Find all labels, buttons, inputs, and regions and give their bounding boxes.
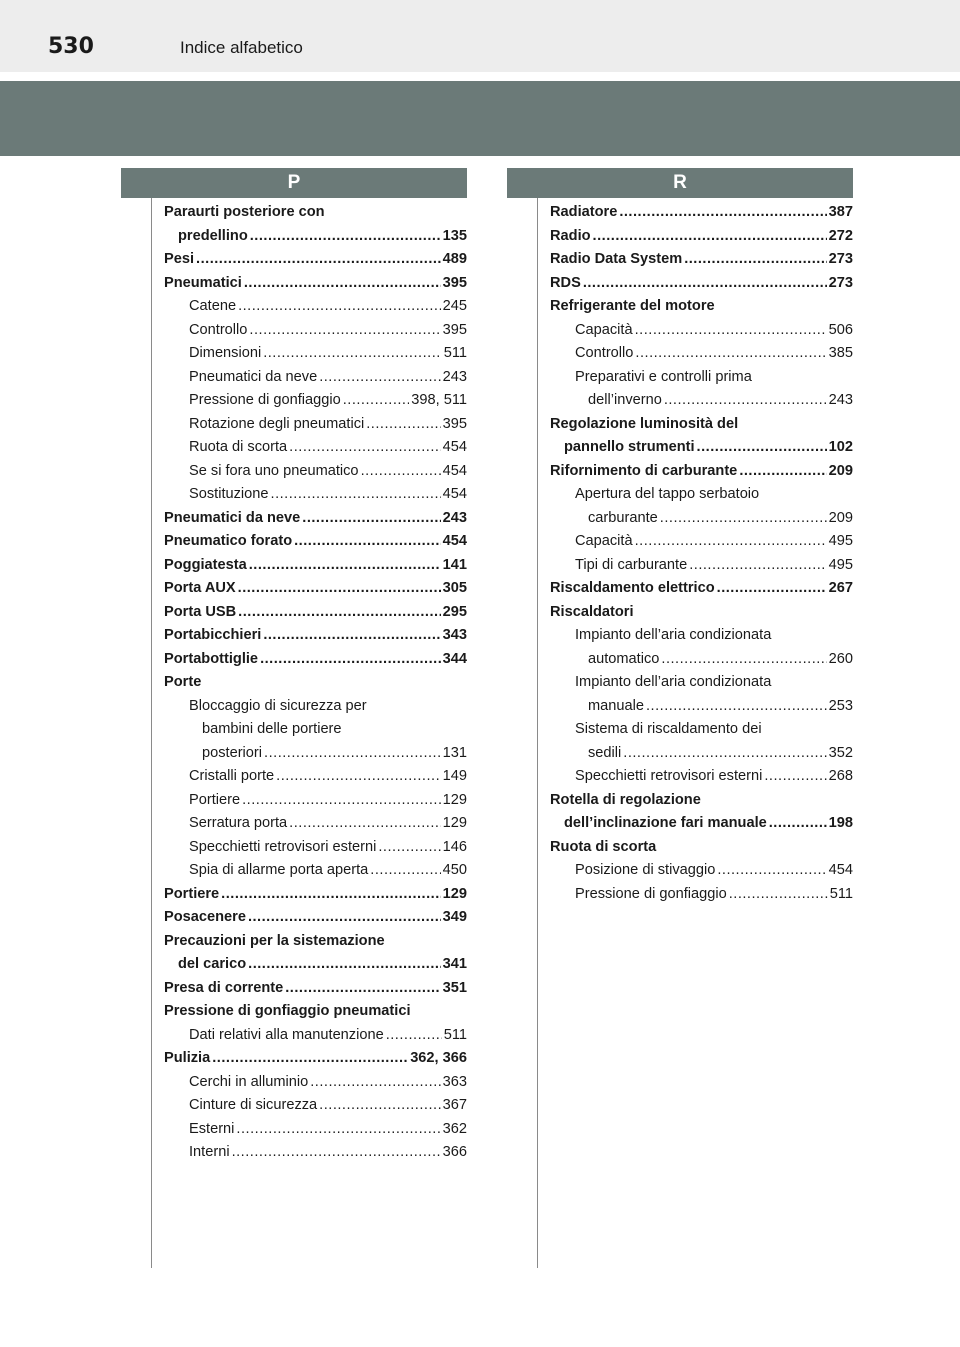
entry-page: 146 bbox=[442, 838, 467, 855]
dot-leader bbox=[248, 953, 441, 977]
entry-term: Pneumatici bbox=[164, 274, 242, 291]
entry-page: 243 bbox=[442, 509, 467, 526]
index-entry bbox=[164, 624, 467, 648]
index-entry bbox=[550, 577, 853, 601]
entry-page: 305 bbox=[442, 580, 467, 596]
entry-term: Dimensioni bbox=[189, 345, 262, 361]
index-entry bbox=[550, 859, 853, 883]
dot-leader bbox=[294, 530, 441, 554]
dot-leader bbox=[660, 507, 827, 531]
index-entry bbox=[550, 201, 853, 225]
index-entry bbox=[164, 883, 467, 907]
dot-leader bbox=[593, 225, 827, 249]
entry-term: predellino bbox=[178, 227, 248, 244]
dot-leader bbox=[271, 483, 441, 507]
dot-leader bbox=[729, 883, 828, 907]
entry-page: 363 bbox=[442, 1073, 467, 1090]
dot-leader bbox=[249, 319, 440, 343]
entry-term: Radio Data System bbox=[550, 251, 683, 267]
entry-term: Esterni bbox=[189, 1120, 235, 1137]
dot-leader bbox=[635, 342, 826, 366]
entry-page: 362, 366 bbox=[410, 1050, 467, 1066]
index-entry bbox=[550, 272, 853, 296]
entry-term: Radio bbox=[550, 227, 591, 244]
index-entry bbox=[550, 225, 853, 249]
index-entry bbox=[164, 718, 467, 742]
entry-page: 343 bbox=[442, 627, 467, 643]
index-entry bbox=[164, 554, 467, 578]
entry-term: Interni bbox=[189, 1144, 230, 1160]
dot-leader bbox=[238, 295, 441, 319]
entry-term: sedili bbox=[588, 744, 622, 761]
entry-page: 495 bbox=[828, 533, 853, 549]
dot-leader bbox=[366, 413, 440, 437]
index-entry bbox=[164, 1141, 467, 1165]
index-entry bbox=[164, 436, 467, 460]
entry-page: 129 bbox=[442, 791, 467, 808]
entry-page: 243 bbox=[442, 368, 467, 385]
entry-term: Capacità bbox=[575, 533, 633, 549]
entry-page: 387 bbox=[828, 204, 853, 220]
entry-term: dell’inclinazione fari manuale bbox=[564, 815, 767, 831]
entry-page: 243 bbox=[828, 392, 853, 408]
dot-leader bbox=[378, 836, 440, 860]
index-entry bbox=[164, 1118, 467, 1142]
entry-term: Pesi bbox=[164, 251, 195, 267]
index-entry bbox=[550, 460, 853, 484]
entry-page: 253 bbox=[828, 697, 853, 714]
entry-term: Regolazione luminosità del bbox=[550, 415, 739, 432]
dot-leader bbox=[319, 1094, 440, 1118]
entry-term: Cerchi in alluminio bbox=[189, 1073, 309, 1090]
index-entry bbox=[164, 695, 467, 719]
entry-page: 511 bbox=[443, 1026, 467, 1043]
entry-term: Tipi di carburante bbox=[575, 556, 688, 573]
entry-page: 268 bbox=[828, 768, 853, 784]
entry-term: Preparativi e controlli prima bbox=[575, 368, 752, 385]
page-number: 530 bbox=[48, 34, 94, 59]
entry-page: 362 bbox=[442, 1120, 467, 1137]
index-entry bbox=[164, 601, 467, 625]
index-entry bbox=[164, 953, 467, 977]
index-entry bbox=[164, 413, 467, 437]
index-entry bbox=[550, 812, 853, 836]
entry-term: Riscaldamento elettrico bbox=[550, 580, 715, 596]
entry-page: 352 bbox=[828, 744, 853, 761]
entry-term: del carico bbox=[178, 956, 247, 972]
entry-page: 511 bbox=[829, 885, 853, 902]
index-entry bbox=[550, 789, 853, 813]
entry-page: 349 bbox=[442, 909, 467, 925]
index-entry bbox=[550, 671, 853, 695]
dot-leader bbox=[276, 765, 440, 789]
dot-leader bbox=[250, 225, 441, 249]
entry-page: 198 bbox=[828, 815, 853, 831]
dot-leader bbox=[289, 812, 440, 836]
index-entry bbox=[164, 930, 467, 954]
entry-page: 273 bbox=[828, 251, 853, 267]
entry-page: 454 bbox=[828, 862, 853, 878]
index-entry bbox=[164, 1094, 467, 1118]
entry-page: 511 bbox=[443, 345, 467, 361]
header-bar bbox=[0, 0, 960, 72]
dot-leader bbox=[664, 389, 827, 413]
index-entry bbox=[164, 977, 467, 1001]
index-entry bbox=[550, 718, 853, 742]
entry-page: 395 bbox=[442, 415, 467, 432]
index-entry bbox=[164, 319, 467, 343]
entry-term: Pneumatico forato bbox=[164, 533, 293, 549]
section-title: Indice alfabetico bbox=[180, 38, 303, 57]
entry-term: Porta USB bbox=[164, 603, 237, 620]
index-entry bbox=[550, 295, 853, 319]
entry-term: Portiere bbox=[164, 885, 220, 902]
index-entry bbox=[164, 577, 467, 601]
entry-page: 272 bbox=[828, 227, 853, 244]
entry-term: posteriori bbox=[202, 744, 263, 761]
index-entry bbox=[550, 389, 853, 413]
dot-leader bbox=[370, 859, 440, 883]
letter-header-p: P bbox=[121, 168, 467, 198]
entry-page: 135 bbox=[442, 227, 467, 244]
entry-term: pannello strumenti bbox=[564, 439, 695, 455]
entry-term: Catene bbox=[189, 298, 237, 314]
entry-page: 385 bbox=[828, 345, 853, 361]
index-entry bbox=[164, 812, 467, 836]
entry-term: Pulizia bbox=[164, 1050, 211, 1066]
entry-term: carburante bbox=[588, 509, 658, 526]
index-entry bbox=[164, 765, 467, 789]
index-entry bbox=[550, 248, 853, 272]
entry-term: Porta AUX bbox=[164, 580, 236, 596]
dot-leader bbox=[717, 859, 826, 883]
entry-page: 209 bbox=[828, 462, 853, 479]
entry-term: dell’inverno bbox=[588, 392, 662, 408]
index-entry bbox=[164, 906, 467, 930]
entry-page: 454 bbox=[442, 439, 467, 455]
index-entry bbox=[550, 624, 853, 648]
entry-page: 454 bbox=[442, 462, 467, 479]
dot-leader bbox=[212, 1047, 408, 1071]
entry-term: Ruota di scorta bbox=[189, 439, 288, 455]
column-divider-left bbox=[151, 198, 152, 1268]
dot-leader bbox=[319, 366, 440, 390]
index-column-p bbox=[164, 201, 467, 1165]
entry-page: 454 bbox=[442, 486, 467, 502]
dot-leader bbox=[646, 695, 827, 719]
entry-term: Pressione di gonfiaggio bbox=[575, 885, 727, 902]
entry-term: bambini delle portiere bbox=[202, 721, 342, 737]
dot-leader bbox=[232, 1141, 441, 1165]
entry-term: Riscaldatori bbox=[550, 603, 634, 620]
entry-term: Spia di allarme porta aperta bbox=[189, 862, 369, 878]
index-entry bbox=[550, 601, 853, 625]
entry-term: Portabicchieri bbox=[164, 627, 262, 643]
entry-term: Specchietti retrovisori esterni bbox=[189, 838, 377, 855]
entry-page: 102 bbox=[828, 439, 853, 455]
entry-page: 489 bbox=[442, 251, 467, 267]
entry-term: Impianto dell’aria condizionata bbox=[575, 627, 772, 643]
index-entry bbox=[550, 413, 853, 437]
dot-leader bbox=[249, 554, 441, 578]
index-entry bbox=[164, 648, 467, 672]
index-entry bbox=[164, 859, 467, 883]
index-entry bbox=[550, 648, 853, 672]
dot-leader bbox=[769, 812, 827, 836]
index-entry bbox=[164, 366, 467, 390]
index-entry bbox=[164, 1071, 467, 1095]
entry-term: Rotella di regolazione bbox=[550, 791, 701, 808]
index-entry bbox=[164, 389, 467, 413]
index-entry bbox=[550, 554, 853, 578]
entry-term: Impianto dell’aria condizionata bbox=[575, 674, 772, 690]
entry-term: Pressione di gonfiaggio pneumatici bbox=[164, 1003, 411, 1019]
index-entry bbox=[164, 1000, 467, 1024]
index-entry bbox=[550, 695, 853, 719]
entry-page: 273 bbox=[828, 274, 853, 291]
index-entry bbox=[550, 342, 853, 366]
dot-leader bbox=[264, 742, 441, 766]
entry-page: 395 bbox=[442, 321, 467, 338]
entry-term: Porte bbox=[164, 674, 202, 690]
entry-page: 367 bbox=[442, 1097, 467, 1113]
index-entry bbox=[164, 342, 467, 366]
entry-term: Rifornimento di carburante bbox=[550, 462, 738, 479]
entry-page: 209 bbox=[828, 509, 853, 526]
entry-term: Pneumatici da neve bbox=[164, 509, 301, 526]
entry-page: 149 bbox=[442, 768, 467, 784]
entry-term: Pneumatici da neve bbox=[189, 368, 318, 385]
dot-leader bbox=[689, 554, 826, 578]
entry-term: Apertura del tappo serbatoio bbox=[575, 486, 760, 502]
dot-leader bbox=[221, 883, 440, 907]
entry-term: Precauzioni per la sistemazione bbox=[164, 932, 385, 949]
index-entry bbox=[550, 765, 853, 789]
entry-page: 141 bbox=[442, 556, 467, 573]
dot-leader bbox=[285, 977, 440, 1001]
entry-term: automatico bbox=[588, 650, 660, 667]
dot-leader bbox=[263, 624, 440, 648]
entry-term: Cristalli porte bbox=[189, 768, 275, 784]
dot-leader bbox=[238, 577, 441, 601]
index-entry bbox=[550, 319, 853, 343]
dot-leader bbox=[764, 765, 826, 789]
dot-leader bbox=[635, 530, 827, 554]
entry-term: manuale bbox=[588, 697, 644, 714]
entry-page: 454 bbox=[442, 533, 467, 549]
dot-leader bbox=[238, 601, 440, 625]
index-entry bbox=[550, 883, 853, 907]
entry-term: Controllo bbox=[189, 321, 248, 338]
entry-term: Ruota di scorta bbox=[550, 838, 657, 855]
letter-header-r: R bbox=[507, 168, 853, 198]
dot-leader bbox=[619, 201, 826, 225]
entry-term: Se si fora uno pneumatico bbox=[189, 462, 359, 479]
index-entry bbox=[164, 201, 467, 225]
entry-page: 398, 511 bbox=[411, 392, 467, 408]
entry-term: Sistema di riscaldamento dei bbox=[575, 721, 762, 737]
dot-leader bbox=[302, 507, 440, 531]
index-entry bbox=[164, 789, 467, 813]
dot-leader bbox=[242, 789, 441, 813]
entry-term: Posacenere bbox=[164, 909, 246, 925]
index-entry bbox=[164, 483, 467, 507]
index-entry bbox=[164, 836, 467, 860]
entry-term: Poggiatesta bbox=[164, 556, 247, 573]
dot-leader bbox=[289, 436, 440, 460]
dot-leader bbox=[248, 906, 441, 930]
entry-term: Paraurti posteriore con bbox=[164, 204, 325, 220]
dot-leader bbox=[684, 248, 826, 272]
entry-page: 129 bbox=[442, 815, 467, 831]
entry-term: Presa di corrente bbox=[164, 979, 284, 996]
entry-page: 260 bbox=[828, 650, 853, 667]
header-band bbox=[0, 81, 960, 156]
dot-leader bbox=[697, 436, 827, 460]
index-entry bbox=[550, 483, 853, 507]
entry-term: Rotazione degli pneumatici bbox=[189, 415, 365, 432]
index-entry bbox=[164, 460, 467, 484]
entry-term: Refrigerante del motore bbox=[550, 298, 715, 314]
dot-leader bbox=[623, 742, 826, 766]
dot-leader bbox=[343, 389, 410, 413]
entry-page: 131 bbox=[442, 744, 467, 761]
index-entry bbox=[550, 836, 853, 860]
entry-page: 395 bbox=[442, 274, 467, 291]
index-entry bbox=[164, 530, 467, 554]
entry-term: Portiere bbox=[189, 791, 241, 808]
index-entry bbox=[164, 1047, 467, 1071]
index-entry bbox=[550, 742, 853, 766]
dot-leader bbox=[386, 1024, 442, 1048]
entry-term: Dati relativi alla manutenzione bbox=[189, 1026, 384, 1043]
dot-leader bbox=[583, 272, 827, 296]
entry-term: Cinture di sicurezza bbox=[189, 1097, 318, 1113]
entry-page: 495 bbox=[828, 556, 853, 573]
dot-leader bbox=[236, 1118, 440, 1142]
entry-term: Bloccaggio di sicurezza per bbox=[189, 697, 367, 714]
dot-leader bbox=[310, 1071, 440, 1095]
entry-term: Portabottiglie bbox=[164, 650, 259, 667]
index-entry bbox=[164, 225, 467, 249]
entry-term: Pressione di gonfiaggio bbox=[189, 392, 341, 408]
dot-leader bbox=[717, 577, 827, 601]
dot-leader bbox=[361, 460, 441, 484]
index-entry bbox=[164, 272, 467, 296]
index-entry bbox=[164, 295, 467, 319]
entry-page: 450 bbox=[442, 862, 467, 878]
index-entry bbox=[164, 507, 467, 531]
index-entry bbox=[164, 671, 467, 695]
index-entry bbox=[550, 436, 853, 460]
entry-page: 506 bbox=[828, 321, 853, 338]
entry-page: 267 bbox=[828, 580, 853, 596]
dot-leader bbox=[263, 342, 442, 366]
index-entry bbox=[164, 742, 467, 766]
entry-page: 351 bbox=[442, 979, 467, 996]
index-entry bbox=[550, 366, 853, 390]
entry-term: Posizione di stivaggio bbox=[575, 862, 716, 878]
dot-leader bbox=[260, 648, 441, 672]
entry-page: 344 bbox=[442, 650, 467, 667]
index-entry bbox=[550, 507, 853, 531]
index-entry bbox=[164, 248, 467, 272]
column-divider-right bbox=[537, 198, 538, 1268]
dot-leader bbox=[244, 272, 441, 296]
entry-term: Radiatore bbox=[550, 204, 618, 220]
index-column-r bbox=[550, 201, 853, 906]
entry-page: 129 bbox=[442, 885, 467, 902]
dot-leader bbox=[661, 648, 826, 672]
entry-term: Specchietti retrovisori esterni bbox=[575, 768, 763, 784]
index-entry bbox=[550, 530, 853, 554]
dot-leader bbox=[196, 248, 441, 272]
entry-page: 295 bbox=[442, 603, 467, 620]
index-entry bbox=[164, 1024, 467, 1048]
entry-term: Controllo bbox=[575, 345, 634, 361]
entry-term: Sostituzione bbox=[189, 486, 269, 502]
entry-page: 366 bbox=[442, 1144, 467, 1160]
entry-page: 245 bbox=[442, 298, 467, 314]
dot-leader bbox=[739, 460, 826, 484]
entry-term: RDS bbox=[550, 274, 581, 291]
dot-leader bbox=[635, 319, 827, 343]
entry-term: Serratura porta bbox=[189, 815, 288, 831]
entry-page: 341 bbox=[442, 956, 467, 972]
entry-term: Capacità bbox=[575, 321, 633, 338]
